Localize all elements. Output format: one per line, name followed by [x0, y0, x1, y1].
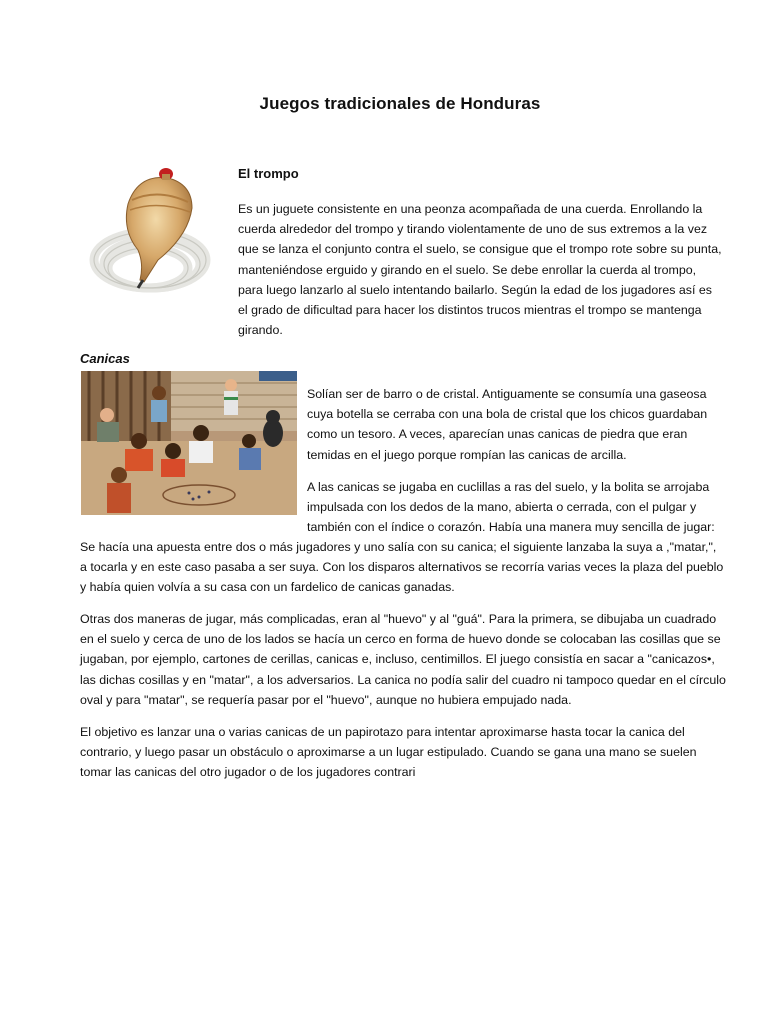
paragraph-canicas-3: Se hacía una apuesta entre dos o más jugadores y uno salía con su canica; el siguiente lanzaba la suya a ,"matar,", a tocarla y en este caso pasaba a ser suya. Con los disparos alternativos se recorría varias veces la plaza del pueblo y había quien volvía a su casa con un fardelico de canicas ganadas.	[80, 540, 724, 595]
paragraph-canicas-2: A las canicas se jugaba en cuclillas a ras del suelo, y la bolita se arrojaba impulsada con los dedos de la mano, abierta o cerrada, con el pulgar y también con el índice o corazón. Había una manera muy sencilla de jugar:	[307, 480, 715, 535]
section-heading-canicas: Canicas	[80, 351, 130, 366]
paragraph-canicas-1: Solían ser de barro o de cristal. Antiguamente se consumía una gaseosa cuya botella se cerraba con una bola de cristal que los chicos guardaban como un tesoro. A veces, aparecían unas canicas de piedra que eran temidas en el juego porque rompían las canicas de arcilla.	[307, 387, 708, 462]
section-heading-trompo: El trompo	[238, 166, 299, 181]
children-marbles-image	[81, 371, 297, 515]
paragraph-canicas-4: Otras dos maneras de jugar, más complicadas, eran al "huevo" y al "guá". Para la primera, se dibujaba un cuadrado en el suelo y cerca de uno de los lados se hacía un cerco en forma de huevo donde se colocaban las cosillas que se jugaban, por ejemplo, cartones de cerillas, canicas e, incluso, centimillos. El juego consistía en sacar a "canicazos•, las dichas cosillas y en "matar", a los adversarios. La canica no podía salir del cuadro ni tampoco quedar en el círculo oval y para "matar", se requería pasar por el "huevo", aunque no hubiera empujado nada.	[80, 612, 726, 707]
page-title: Juegos tradicionales de Honduras	[259, 94, 541, 113]
spinning-top-image	[88, 164, 218, 300]
paragraph-canicas-5: El objetivo es lanzar una o varias canicas de un papirotazo para intentar aproximarse hasta tocar la canica del contrario, y luego pasar un obstáculo o aproximarse a un lugar estipulado. Cuando se gana una mano se suelen tomar las canicas del otro jugador o de los jugadores contrari	[80, 725, 697, 780]
paragraph-trompo: Es un juguete consistente en una peonza acompañada de una cuerda. Enrollando la cuerda alrededor del trompo y tirando violentamente de uno de sus extremos a la vez que se lanza el conjunto contra el suelo, se consigue que el trompo rote sobre su punta, manteniéndose erguido y girando en el suelo. Se debe enrollar la cuerda al trompo, para luego lanzarlo al suelo intentando bailarlo. Según la edad de los jugadores así es el grado de dificultad para hacer los distintos trucos mientras el trompo se mantenga girando.	[238, 202, 722, 338]
